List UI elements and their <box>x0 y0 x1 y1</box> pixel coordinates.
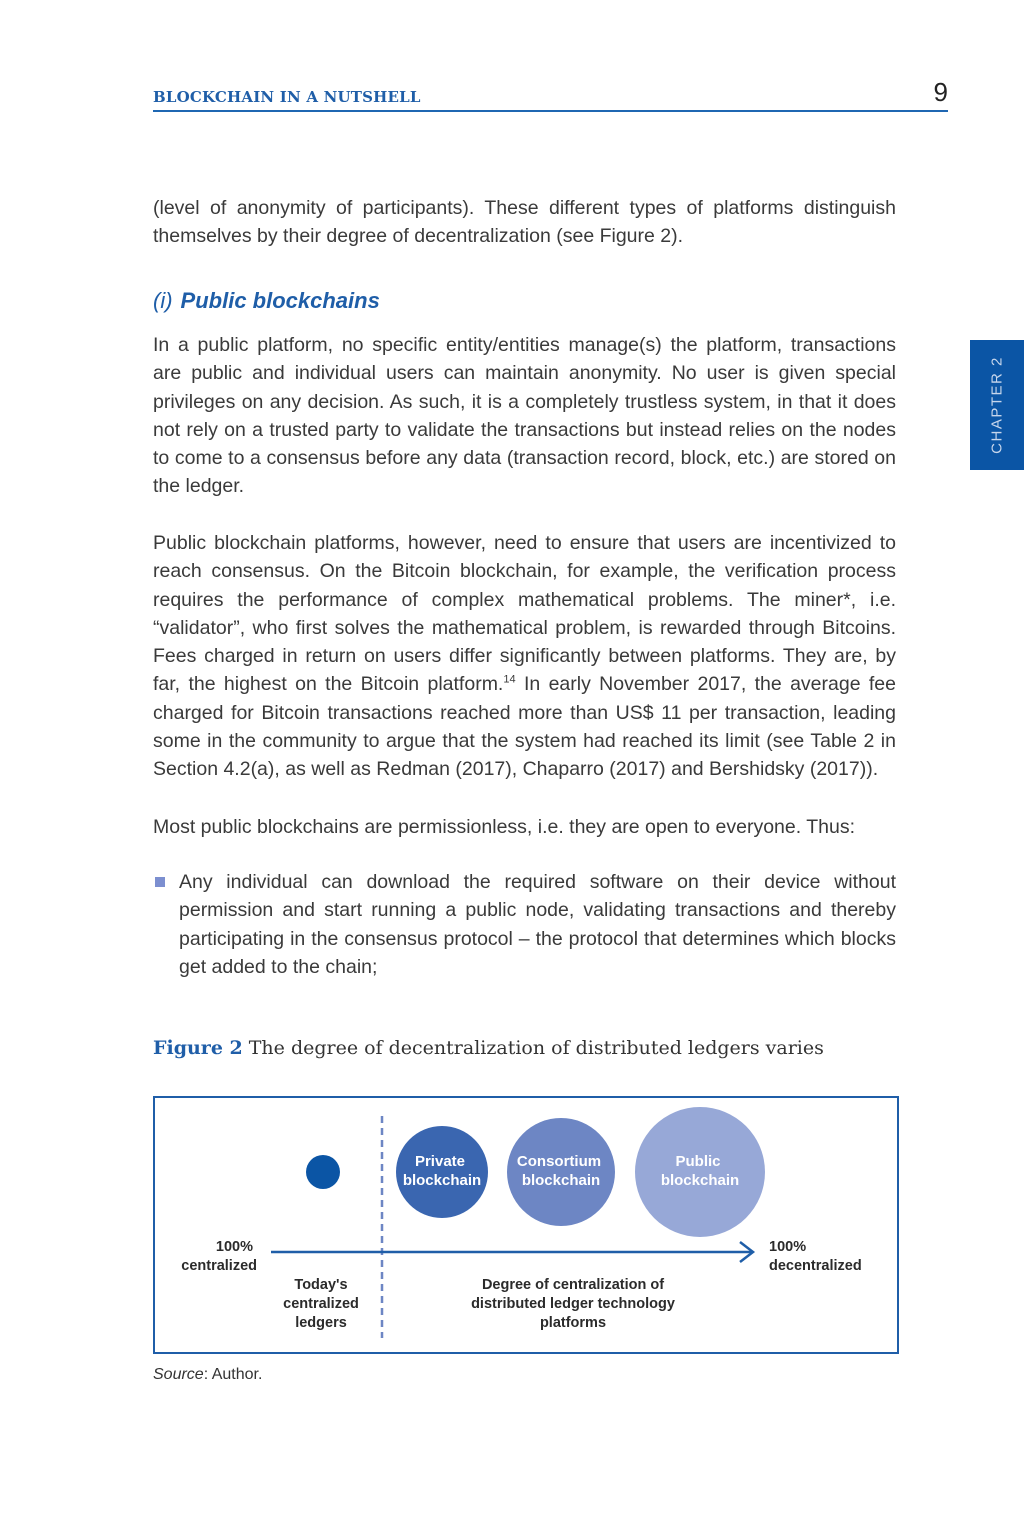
axis-left-label-line2: centralized <box>181 1258 257 1274</box>
paragraph-intro: (level of anonymity of participants). These different types of platforms distinguish themselves by their degree of decentralization (see Figure 2). <box>153 197 896 248</box>
paragraph-permissionless: Most public blockchains are permissionless, i.e. they are open to everyone. Thus: <box>153 816 855 838</box>
source-label: Source <box>153 1366 204 1383</box>
figure-diagram <box>153 1096 899 1354</box>
figure-caption <box>153 1037 824 1059</box>
bullet-text: Any individual can download the required software on their device without permission and start running a public node, validating transactions and thereby participating in the consensus protocol – the protocol that determines which blocks get added to the chain; <box>179 871 896 978</box>
center-caption-line1: Degree of centralization of <box>481 1277 665 1293</box>
axis-right-label-line1: 100% <box>769 1239 807 1255</box>
paragraph-incentives <box>153 529 896 784</box>
section-heading <box>153 288 380 314</box>
figure-label: Figure 2 <box>153 1037 243 1059</box>
public-label-line1: Public <box>675 1153 721 1170</box>
paragraph-incentives-part-a: Public blockchain platforms, however, need to ensure that users are incentivized to reach consensus. On the Bitcoin blockchain, for example, the verification process requires the performance of complex mathematical problems. The miner*, i.e. “validator”, who first solves the mathematical problem, is rewarded through Bitcoins. Fees charged in return on users differ significantly between platforms. They are, by far, the highest on the Bitcoin platform. <box>153 532 896 696</box>
page-number: 9 <box>933 77 948 107</box>
figure-title: The degree of decentralization of distributed ledgers varies <box>248 1037 824 1059</box>
left-caption-line2: centralized <box>283 1296 359 1312</box>
bullet-square-icon <box>155 877 165 887</box>
decentralization-diagram <box>155 1098 897 1352</box>
footnote-ref[interactable]: 14 <box>503 673 516 686</box>
private-label-line2: blockchain <box>402 1172 482 1189</box>
public-label-line2: blockchain <box>660 1172 740 1189</box>
consortium-label-line1: Consortium <box>516 1153 602 1170</box>
axis-right-label-line2: decentralized <box>769 1258 862 1274</box>
paragraph-incentives-part-b: In early November 2017, the average fee charged for Bitcoin transactions reached more than US$ 11 per transaction, leading some in the community to argue that the system had reached its limit (see Table 2 in Section 4.2(a), as well as Redman (2017), Chaparro (2017) and Bershidsky (2017)). <box>153 673 896 781</box>
private-label-line1: Private <box>414 1153 466 1170</box>
running-header <box>153 78 948 112</box>
center-caption-line3: platforms <box>539 1315 607 1331</box>
node-today-centralized <box>306 1155 340 1189</box>
left-caption-line1: Today's <box>294 1277 348 1293</box>
chapter-tab <box>970 340 1024 470</box>
center-caption-line2: distributed ledger technology <box>471 1296 675 1312</box>
chapter-tab-label: CHAPTER 2 <box>988 356 1006 454</box>
section-title: Public blockchains <box>180 288 380 313</box>
source-text: : Author. <box>203 1366 263 1383</box>
left-caption-line3: ledgers <box>295 1315 347 1331</box>
axis-left-label-line1: 100% <box>215 1239 253 1255</box>
section-number: (i) <box>153 288 173 313</box>
consortium-label-line2: blockchain <box>521 1172 601 1189</box>
running-title: BLOCKCHAIN IN A NUTSHELL <box>153 88 421 106</box>
paragraph-public-platform: In a public platform, no specific entity/entities manage(s) the platform, transactions are public and individual users can maintain anonymity. No user is given special privileges on any decision. As such, it is a completely trustless system, in that it does not rely on a trusted party to validate the transactions but instead relies on the nodes to come to a consensus before any data (transaction record, block, etc.) are stored on the ledger. <box>153 334 896 498</box>
figure-source <box>153 1366 262 1384</box>
